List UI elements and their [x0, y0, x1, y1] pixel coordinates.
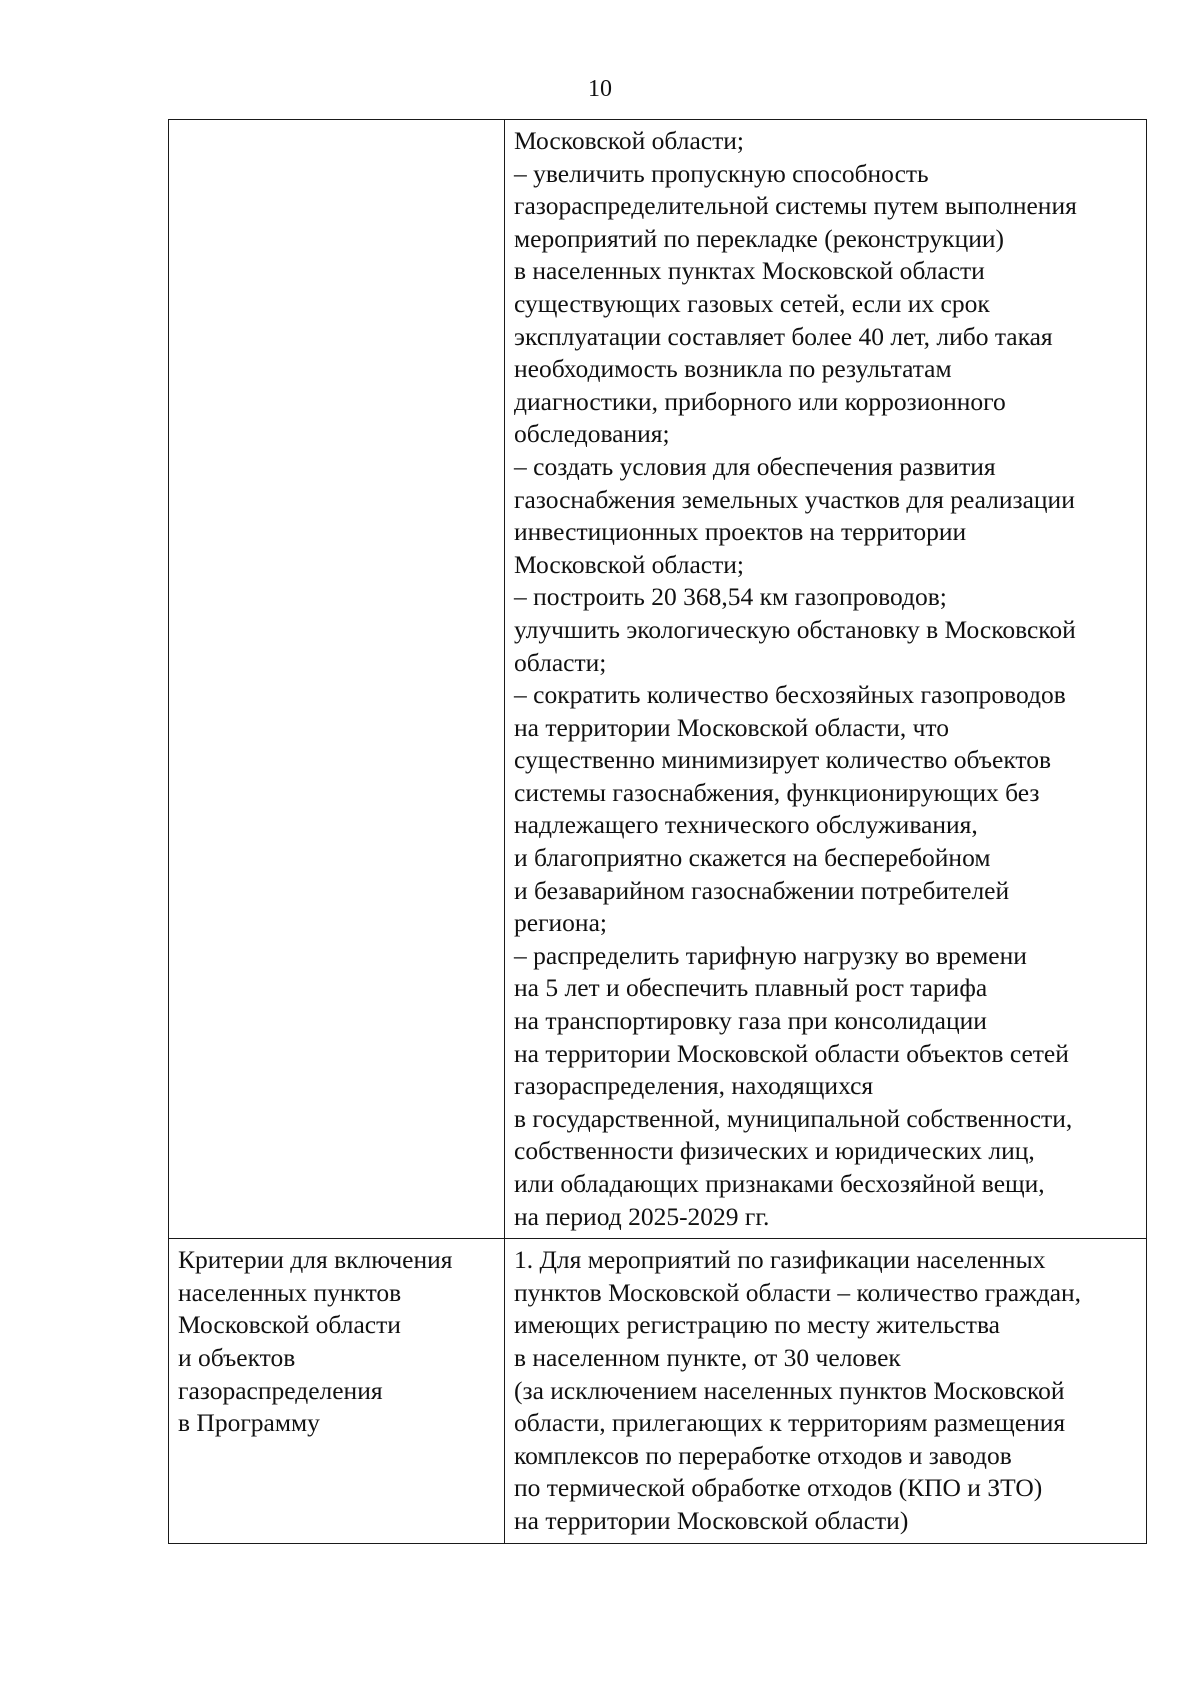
text-line: Московской области; — [514, 126, 744, 155]
text-line: – построить 20 368,54 км газопроводов; — [514, 582, 947, 612]
text-line: или обладающих признаками бесхозяйной вещи, — [514, 1169, 1045, 1198]
text-line: Критерии для включения — [178, 1245, 453, 1275]
text-line: 1. Для мероприятий по газификации населенных — [514, 1245, 1046, 1275]
text-line: в населенных пунктах Московской области — [514, 256, 985, 286]
row-content-cell — [505, 1239, 1147, 1543]
text-line: Московской области — [178, 1310, 401, 1340]
text-line: в государственной, муниципальной собственности, — [514, 1103, 1073, 1133]
text-line: улучшить экологическую обстановку в Московской — [514, 614, 1076, 644]
row-label — [178, 1244, 496, 1440]
row-label-cell — [169, 1239, 505, 1543]
text-line: эксплуатации составляет более 40 лет, либо такая — [514, 321, 1053, 351]
text-line: Московской области; — [514, 549, 744, 579]
program-table — [168, 119, 1147, 1544]
text-line: – распределить тарифную нагрузку во времени — [514, 940, 1027, 970]
text-line: и объектов — [178, 1342, 296, 1372]
text-line: газораспределения — [178, 1375, 383, 1405]
text-line: системы газоснабжения, функционирующих без — [514, 777, 1040, 807]
text-line: населенных пунктов — [178, 1277, 402, 1307]
text-line: в населенном пункте, от 30 человек — [514, 1342, 901, 1372]
text-line: газораспределительной системы путем выполнения — [514, 191, 1077, 221]
text-line: диагностики, приборного или коррозионного — [514, 386, 1006, 416]
text-line: – увеличить пропускную способность — [514, 158, 929, 188]
text-line: области; — [514, 647, 607, 677]
text-line: – создать условия для обеспечения развития — [514, 451, 996, 481]
table-row-goals — [169, 120, 1147, 1239]
text-line: на территории Московской области) — [514, 1505, 909, 1535]
row-content — [514, 1244, 1138, 1537]
text-line: комплексов по переработке отходов и заводов — [514, 1440, 1012, 1470]
text-line: собственности физических и юридических лиц, — [514, 1136, 1035, 1166]
text-line: необходимость возникла по результатам — [514, 354, 952, 384]
row-content-cell — [505, 120, 1147, 1239]
text-line: (за исключением населенных пунктов Московской — [514, 1375, 1065, 1405]
text-line: на территории Московской области объектов сетей — [514, 1038, 1069, 1068]
row-label-cell — [169, 120, 505, 1239]
text-line: и благоприятно скажется на бесперебойном — [514, 843, 991, 873]
text-line: имеющих регистрацию по месту жительства — [514, 1310, 1000, 1340]
row-content — [514, 125, 1138, 1233]
text-line: на период 2025-2029 гг. — [514, 1201, 770, 1231]
text-line: на транспортировку газа при консолидации — [514, 1006, 987, 1036]
text-line: пунктов Московской области – количество граждан, — [514, 1277, 1082, 1307]
text-line: обследования; — [514, 419, 670, 449]
text-line: по термической обработке отходов (КПО и ЗТО) — [514, 1473, 1043, 1503]
text-line: на территории Московской области, что — [514, 712, 949, 742]
text-line: газоснабжения земельных участков для реализации — [514, 484, 1075, 514]
text-line: на 5 лет и обеспечить плавный рост тарифа — [514, 973, 988, 1003]
text-line: – сократить количество бесхозяйных газопроводов — [514, 680, 1066, 710]
text-line: и безаварийном газоснабжении потребителей — [514, 875, 1010, 905]
page-number: 10 — [588, 76, 612, 102]
text-line: в Программу — [178, 1408, 320, 1438]
text-line: существенно минимизирует количество объектов — [514, 745, 1052, 775]
text-line: области, прилегающих к территориям размещения — [514, 1408, 1066, 1438]
text-line: мероприятий по перекладке (реконструкции) — [514, 223, 1005, 253]
table-row-criteria — [169, 1239, 1147, 1543]
text-line: газораспределения, находящихся — [514, 1071, 874, 1101]
text-line: надлежащего технического обслуживания, — [514, 810, 978, 840]
text-line: региона; — [514, 908, 607, 938]
text-line: инвестиционных проектов на территории — [514, 517, 967, 547]
text-line: существующих газовых сетей, если их срок — [514, 288, 990, 318]
